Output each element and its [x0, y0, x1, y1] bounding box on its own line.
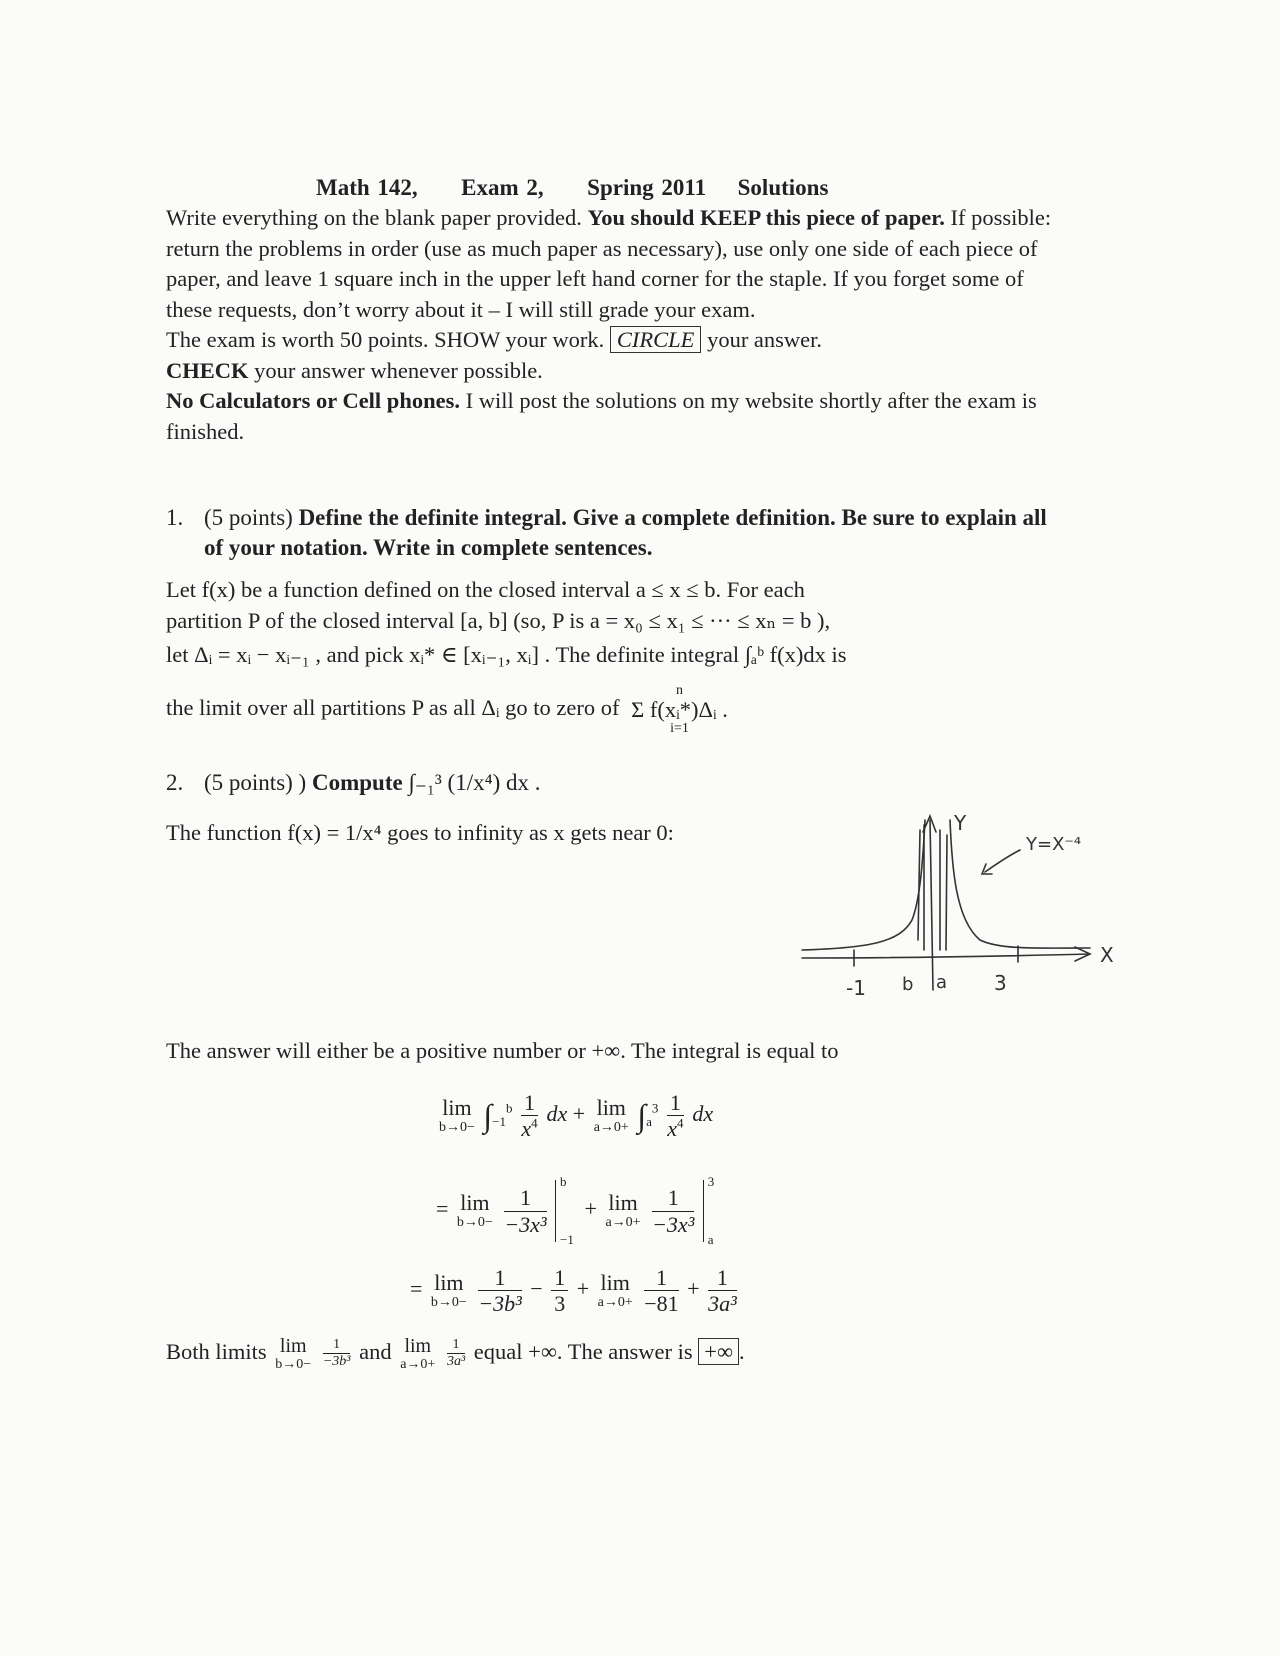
upper-limit: b [506, 1100, 513, 1116]
limit-b-3: lim b→0− [430, 1270, 467, 1311]
plus-sign: + [572, 1100, 586, 1126]
equation-line-3 [410, 1265, 740, 1317]
lower-limit-a: a [646, 1114, 652, 1130]
limit-b-2: lim b→0− [456, 1190, 493, 1231]
fraction-one-third: $\frac{1}{3}$ [551, 1265, 568, 1317]
limit-a-3: lim a→0+ [597, 1270, 633, 1311]
solutions-title: Solutions [737, 175, 829, 200]
instructions [166, 203, 1056, 447]
integral-sign-2: ∫ [637, 1097, 647, 1134]
problem-2-conclusion [166, 1335, 745, 1372]
equals-sign-2: = [410, 1275, 423, 1301]
fraction-b-concl: $\frac{1}{\text{−3b³}}$ [322, 1337, 351, 1370]
limit-b: lim b→0− [439, 1095, 475, 1136]
tick-minus-1: -1 [846, 976, 866, 1000]
instr-text: Write everything on the blank paper provided. [166, 205, 588, 230]
fraction-antiderivative: $\frac{1}{\text{−3x³}}$ [504, 1185, 547, 1237]
y-axis [930, 820, 933, 990]
sum-body: Σ f(xᵢ*)Δᵢ . [631, 697, 728, 722]
problem-1-prompt [204, 503, 1064, 563]
sum-upper: n [676, 683, 683, 698]
curve-left [802, 820, 925, 950]
instr-text-2: If possible: return the problems in order (use as much paper as necessary), use only one side of each piece of paper, and leave 1 square inch in the upper left hand corner for the staple. If you forget some of these requests, don’t worry about it – I will still grade your exam. [166, 205, 1052, 322]
instructions-para-1 [166, 203, 1056, 325]
conclusion-text-2: equal +∞. The answer is [473, 1338, 693, 1364]
instr-keep: You should KEEP this piece of paper. [587, 205, 945, 230]
x-axis-label: X [1100, 943, 1114, 967]
fraction-a-concl: $\frac{1}{\text{3a³}}$ [446, 1337, 466, 1370]
term-title: Spring 2011 [587, 175, 707, 200]
summation [631, 684, 728, 736]
fraction-1-over-x4-2: $\frac{1}{x^4}$ [667, 1090, 684, 1142]
instr-points: The exam is worth 50 points. SHOW your work. [166, 327, 610, 352]
circle-box: CIRCLE [610, 326, 702, 353]
equation-line-2 [436, 1174, 727, 1247]
problem-2-number: 2. [166, 770, 184, 795]
exam-header [316, 175, 828, 201]
fraction-antiderivative-2: $\frac{1}{\text{−3x³}}$ [652, 1185, 695, 1237]
y-axis-label: Y [954, 811, 967, 835]
limit-a-concl: lim a→0+ [400, 1335, 436, 1372]
problem-2-answer-intro: The answer will either be a positive number or +∞. The integral is equal to [166, 1038, 839, 1063]
sum-lower: i=1 [670, 721, 689, 736]
sketch-graph [790, 790, 1150, 1020]
plus-sign-4: + [687, 1275, 700, 1301]
problem-2-points: (5 points) ) [204, 770, 312, 795]
integral-sign: ∫ [483, 1097, 493, 1134]
x-axis [802, 954, 1090, 958]
problem-1-answer-line-4 [166, 684, 728, 736]
instr-answer: your answer. [701, 327, 823, 352]
limit-a: lim a→0+ [593, 1095, 629, 1136]
problem-1-question: Define the definite integral. Give a complete definition. Be sure to explain all of your notation. Write in complete sentences. [204, 505, 1047, 560]
tick-a: a [936, 972, 948, 993]
instructions-para-4 [166, 386, 1056, 447]
minus-sign: − [530, 1275, 543, 1301]
curve-label: Y=X⁻⁴ [1026, 834, 1082, 855]
conclusion-text-1: Both limits [166, 1338, 267, 1364]
problem-2-intro: The function f(x) = 1/x⁴ goes to infinity as x gets near 0: [166, 820, 674, 845]
problem-2-integral: ∫₋₁³ (1/x⁴) dx . [408, 770, 541, 795]
dx: dx [546, 1100, 568, 1126]
limit-a-2: lim a→0+ [605, 1190, 641, 1231]
fraction-1-over-x4: $\frac{1}{x^4}$ [521, 1090, 538, 1142]
instr-no-calc: No Calculators or Cell phones. [166, 388, 460, 413]
instructions-para-2 [166, 325, 1056, 356]
problem-1-number: 1. [166, 505, 184, 530]
eval-bar-2: 3 a [703, 1180, 727, 1242]
fraction-a-term: $\frac{1}{\text{3a³}}$ [708, 1265, 737, 1317]
plus-sign-2: + [584, 1196, 597, 1222]
final-period: . [739, 1338, 745, 1364]
fraction-neg-81: $\frac{1}{-81}$ [644, 1265, 679, 1317]
problem-1-answer-line-1: Let f(x) be a function defined on the closed interval a ≤ x ≤ b. For each [166, 577, 805, 602]
plus-sign-3: + [576, 1275, 590, 1301]
equation-line-1 [436, 1090, 713, 1142]
tick-b: b [902, 974, 914, 995]
equals-sign: = [436, 1196, 449, 1222]
eval-bar-1: b −1 [555, 1180, 579, 1242]
exam-title: Exam 2, [461, 175, 544, 200]
problem-1-answer-text: the limit over all partitions P as all Δᵢ go to zero of [166, 695, 620, 721]
problem-1-answer-line-2: partition P of the closed interval [a, b] (so, P is a = x₀ ≤ x₁ ≤ ··· ≤ xₙ = b ), [166, 608, 831, 633]
problem-2-question: Compute [311, 770, 403, 795]
instr-post: I will post the solutions on my website shortly after the exam is finished. [166, 388, 1037, 444]
tick-3: 3 [994, 971, 1007, 995]
lower-limit: −1 [492, 1114, 507, 1130]
final-answer-box: +∞ [698, 1338, 739, 1365]
course-title: Math 142, [316, 175, 418, 200]
upper-limit-3: 3 [651, 1100, 659, 1116]
instr-check: CHECK [166, 357, 249, 383]
limit-b-concl: lim b→0− [275, 1335, 312, 1372]
dx-2: dx [692, 1100, 714, 1126]
fraction-b-term: $\frac{1}{\text{−3b³}}$ [478, 1265, 522, 1317]
conclusion-and: and [359, 1338, 392, 1364]
instr-check-text: your answer whenever possible. [248, 357, 543, 383]
problem-1-answer-line-3: let Δᵢ = xᵢ − xᵢ₋₁ , and pick xᵢ* ∈ [xᵢ₋₁, xᵢ] . The definite integral ∫ₐᵇ f(x)dx is [166, 642, 847, 667]
problem-1-points: (5 points) [204, 505, 299, 530]
instructions-para-3 [166, 356, 1056, 387]
